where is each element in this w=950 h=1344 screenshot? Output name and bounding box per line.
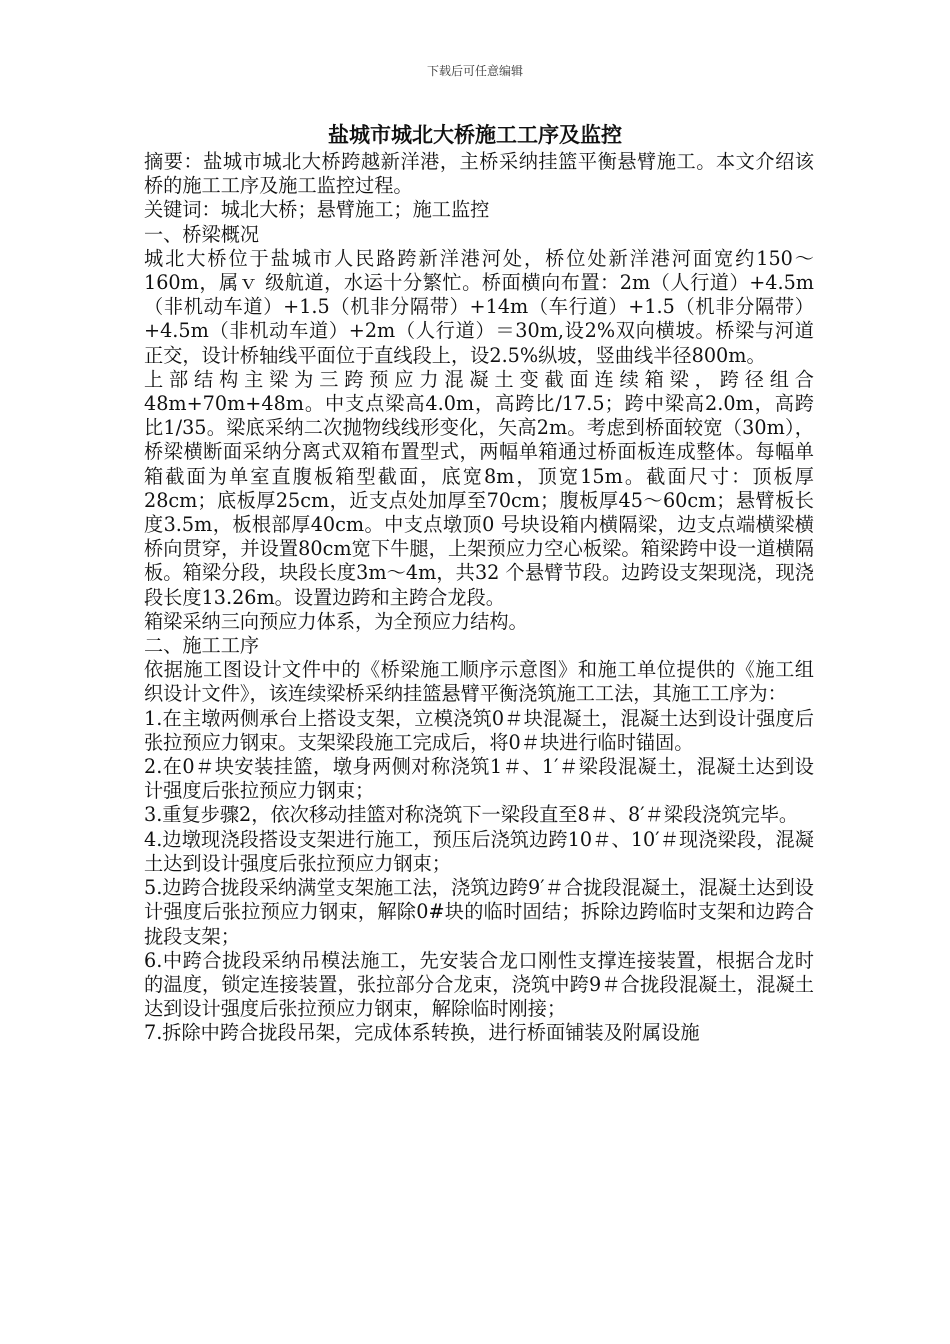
section-heading: 二、施工工序 [144, 634, 260, 658]
list-item: 5.边跨合拢段采纳满堂支架施工法，浇筑边跨9′＃合拢段混凝土，混凝土达到设计强度后张拉预应力钢束，解除0#块的临时固结；拆除边跨临时支架和边跨合拢段支架； [144, 876, 814, 948]
list-item: 7.拆除中跨合拢段吊架，完成体系转换，进行桥面铺装及附属设施 [144, 1021, 700, 1045]
body-paragraph: 城北大桥位于盐城市人民路跨新洋港河处，桥位处新洋港河面宽约150～160m，属ｖ 级航道，水运十分繁忙。桥面横向布置：2m（人行道）+4.5m（非机动车道）+1.5（机非分隔带）+14m（车行道）+1.5（机非分隔带）+4.5m（非机动车道）+2m（人行道）＝30m,设2%双向横坡。桥梁与河道正交，设计桥轴线平面位于直线段上，设2.5%纵坡，竖曲线半径800m。 [144, 246, 814, 367]
list-item: 1.在主墩两侧承台上搭设支架，立模浇筑0＃块混凝土，混凝土达到设计强度后张拉预应力钢束。支架梁段施工完成后，将0＃块进行临时锚固。 [144, 706, 814, 754]
abstract-paragraph: 摘要：盐城市城北大桥跨越新洋港，主桥采纳挂篮平衡悬臂施工。本文介绍该桥的施工工序及施工监控过程。 [144, 150, 814, 198]
list-item: 3.重复步骤2，依次移动挂篮对称浇筑下一梁段直至8＃、8′＃梁段浇筑完毕。 [144, 803, 799, 827]
header-note: 下载后可任意编辑 [426, 64, 523, 78]
page-title: 盐城市城北大桥施工工序及监控 [328, 122, 622, 147]
section-heading: 一、桥梁概况 [144, 222, 260, 246]
body-text [144, 150, 814, 1046]
keywords-paragraph: 关键词：城北大桥；悬臂施工；施工监控 [144, 198, 490, 222]
body-paragraph: 依据施工图设计文件中的《桥梁施工顺序示意图》和施工单位提供的《施工组织设计文件》，该连续梁桥采纳挂篮悬臂平衡浇筑施工工法，其施工工序为： [144, 658, 814, 706]
list-item: 2.在0＃块安装挂篮，墩身两侧对称浇筑1＃、1′＃梁段混凝土，混凝土达到设计强度后张拉预应力钢束； [144, 755, 814, 803]
list-item: 4.边墩现浇段搭设支架进行施工，预压后浇筑边跨10＃、10′＃现浇梁段，混凝土达到设计强度后张拉预应力钢束； [144, 827, 814, 875]
list-item: 6.中跨合拢段采纳吊模法施工，先安装合龙口刚性支撑连接装置，根据合龙时的温度，锁定连接装置，张拉部分合龙束，浇筑中跨9＃合拢段混凝土，混凝土达到设计强度后张拉预应力钢束，解除临时刚接； [144, 948, 814, 1021]
body-paragraph: 上部结构主梁为三跨预应力混凝土变截面连续箱梁，跨径组合48m+70m+48m。中支点梁高4.0m，高跨比/17.5；跨中梁高2.0m，高跨比1/35。梁底采纳二次抛物线线形变化，矢高2m。考虑到桥面较宽（30m），桥梁横断面采纳分离式双箱布置型式，两幅单箱通过桥面板连成整体。每幅单箱截面为单室直腹板箱型截面，底宽8m，顶宽15m。截面尺寸：顶板厚28cm；底板厚25cm，近支点处加厚至70cm；腹板厚45～60cm；悬臂板长度3.5m，板根部厚40cm。中支点墩顶0 号块设箱内横隔梁，边支点端横梁横桥向贯穿，并设置80cm宽下牛腿，上架预应力空心板梁。箱梁跨中设一道横隔板。箱梁分段，块段长度3m～4m，共32 个悬臂节段。边跨设支架现浇，现浇段长度13.26m。设置边跨和主跨合龙段。 [144, 367, 814, 609]
body-paragraph: 箱梁采纳三向预应力体系，为全预应力结构。 [144, 609, 528, 633]
